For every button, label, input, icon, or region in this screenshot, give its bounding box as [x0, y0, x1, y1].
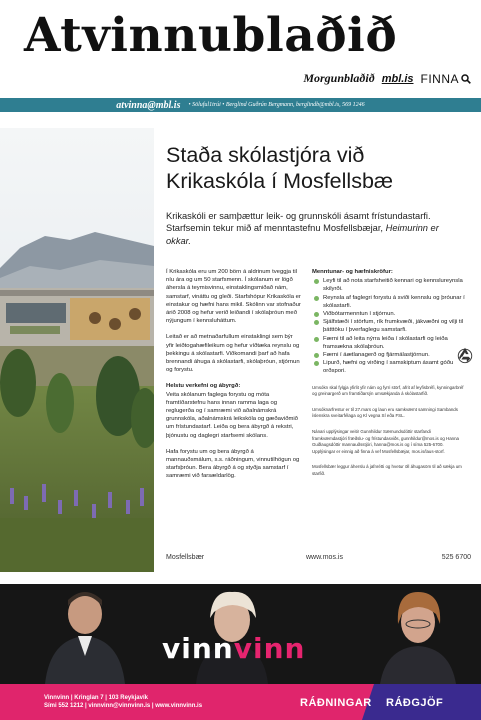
ad-intro-main: Krikaskóli er samþættur leik- og grunnskóli ásamt frístundastarfi. Starfsemin tekur mið af menntastefnu Mosfellsbæjar,	[166, 211, 431, 234]
list-item: Viðbótarmenntun í stjórnun.	[312, 310, 466, 318]
list-item: Færni til að leita nýrra leiða í skólastarfi og leiða framsækna skólaþróun.	[312, 335, 466, 351]
left-paragraph-4: Hafa forystu um og bera ábyrgð á mannauðsmálum, s.s. ráðningum, vinnutilhögun og starfsþróun. Bera ábyrgð á og styðja samstarf í samræmi við farsældarlög.	[166, 448, 300, 480]
contact-note: Nánari upplýsingar veitir Gunnhildur Sæmundsdóttir starfandi framkvæmdastjóri fræðslu- og frístundasviðs, gunnhildur@mos.is og Hanna Guðlaugsdóttir mannauðsstjóri, hanna@mos.is og í síma 525-6700. Upplýsingar er einnig að finna á vef Mosfellsbæjar, mos.is/laus-storf.	[312, 429, 459, 454]
ad-intro-emphasis: Heimurinn er okkar.	[166, 223, 439, 246]
ad-footer	[166, 554, 471, 561]
infobar-email-link[interactable]: atvinna@mbl.is	[116, 99, 181, 111]
list-item: Sjálfstæði í störfum, rík frumkvæði, jákvæðni og vilji til þátttöku í þverfaglegu samstarfi.	[312, 318, 466, 334]
right-column	[312, 268, 466, 478]
info-bar	[0, 98, 481, 112]
employer-phone: 525 6700	[441, 554, 471, 561]
employer-name: Mosfellsbær	[166, 554, 205, 561]
left-column	[166, 268, 302, 489]
deadline-note: Umsóknarfrestur er til 27.mars og laun eru samkvæmt samningi Sambands íslenskra sveitarfélaga og KÍ vegna SÍ eða FSL.	[312, 406, 458, 419]
equality-note: Mosfellsbær leggur áherslu á jafnrétti og hvetur öll áhugasöm til að sækja um starfið.	[312, 464, 462, 476]
brand-row	[303, 71, 471, 86]
left-paragraph-1: Í Krikaskóla eru um 200 börn á aldrinum tveggja til níu ára og um 50 starfsmenn. Í skólanum er lögð áhersla á teymisvinnu, einstaklingsmiðað nám, samstarf, vináttu og gleði. Starfshópur Krikaskóla er einstakur og hæfni hans mikil. Skólinn var stofnaður árið 2008 og hefur verið leiðandi í skólaþróun með nýjungum í kennsluháttum.	[166, 269, 301, 325]
masthead-title: Atvinnublaðið	[24, 8, 398, 63]
duties-section	[166, 382, 302, 439]
list-item: Færni í áætlanagerð og fjármálastjórnun.	[312, 351, 466, 359]
ad-intro	[166, 210, 466, 247]
vinnvinn-address-line-1: Vinnvinn | Kringlan 7 | 103 Reykjavík	[44, 695, 148, 701]
employer-website-link[interactable]: www.mos.is	[306, 554, 343, 561]
requirements-list	[312, 277, 466, 375]
morgunbladid-logo[interactable]: Morgunblaðið	[303, 71, 375, 85]
school-photo	[0, 128, 154, 572]
job-advertisement	[0, 128, 481, 572]
finna-label: FINNA	[420, 71, 459, 86]
vinnvinn-logo-part-1: vinn	[162, 632, 234, 665]
mbl-is-logo[interactable]: mbl.is	[381, 72, 414, 85]
list-item: Reynsla af faglegri forystu á sviði kennslu og þróunar í skólastarfi.	[312, 294, 466, 310]
vinnvinn-ad[interactable]	[0, 584, 481, 720]
list-item: Leyfi til að nota starfsheitið kennari og kennslureynsla skilyrði.	[312, 277, 466, 293]
duties-heading: Helstu verkefni og ábyrgð:	[166, 383, 241, 390]
radgjof-label: RÁÐGJÖF	[386, 697, 444, 709]
radningar-label: RÁÐNINGAR	[300, 697, 372, 709]
finna-logo[interactable]	[421, 72, 472, 86]
recycle-icon	[456, 346, 474, 364]
vinnvinn-logo-part-2: vinn	[233, 632, 306, 665]
application-note: Umsókn skal fylgja yfirlit yfir nám og fyrri störf, afrit af leyfisbréfi, kynningarbréf og greinargerð um framtíðarsýn umsækjanda á skólastarfið.	[312, 384, 464, 397]
vinnvinn-address-line-2[interactable]: Sími 552 1212 | vinnvinn@vinnvinn.is | www.vinnvinn.is	[44, 703, 203, 709]
left-paragraph-3: Veita skólanum faglega forystu og móta framtíðarstefnu hans innan ramma laga og reglugerða og í samræmi við aðalnámskrá grunnskóla, aðalnámskrá leikskóla og gæðaviðmið um frístundastarf. Leiða og bera ábyrgð á rekstri, þjónustu og daglegri starfsemi skólans.	[166, 391, 298, 439]
ad-title: Staða skólastjóra við Krikaskóla í Mosfellsbæ	[166, 143, 394, 193]
left-paragraph-2: Leitað er að metnaðarfullum einstaklingi sem býr yfir leiðtogahæfileikum og hefur víðtæka reynslu og þekkingu á skólastarfi. Viðkomandi þarf að hafa brennandi áhuga á skólastarfi, skólaþróun, stjórnun og forystu.	[166, 334, 300, 374]
requirements-heading: Menntunar- og hæfniskröfur:	[312, 269, 393, 275]
list-item: Lipurð, hæfni og virðing í samskiptum ásamt góðu orðspori.	[312, 359, 466, 375]
vinnvinn-logo	[162, 632, 305, 665]
vinnvinn-address	[44, 694, 202, 710]
search-icon	[461, 74, 471, 84]
infobar-contact: • Söluful1trúi • Berglind Guðrún Bergmann, berglindb@mbl.is, 569 1246	[188, 102, 365, 108]
masthead	[0, 0, 481, 96]
